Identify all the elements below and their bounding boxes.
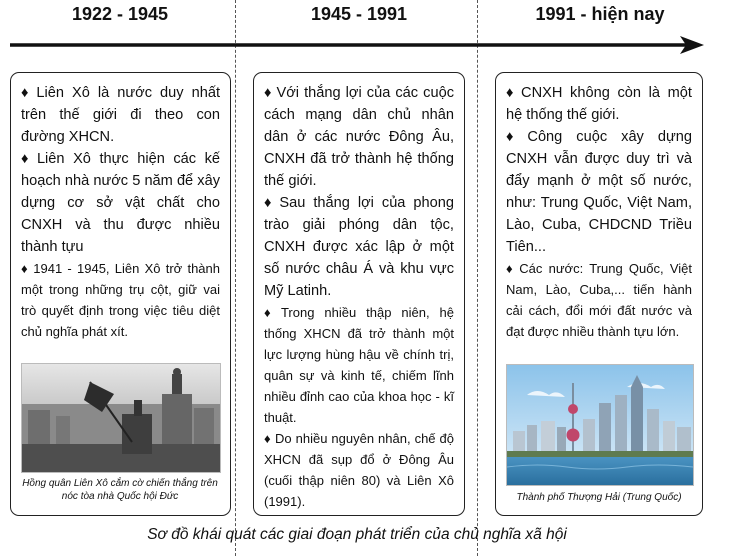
photo-caption: Hồng quân Liên Xô cắm cờ chiến thắng trên nóc tòa nhà Quốc hội Đức xyxy=(22,478,218,502)
list-item: ♦ 1941 - 1945, Liên Xô trở thành một trong những trụ cột, giữ vai trò quyết định trong việc tiêu diệt chủ nghĩa phát xít. xyxy=(21,261,220,339)
period-label-1945-1991: 1945 - 1991 xyxy=(310,4,408,24)
diamond-bullet-icon: ♦ xyxy=(506,129,524,145)
period-box-1945-1991 xyxy=(253,72,465,516)
red-army-flag-photo xyxy=(21,363,221,473)
diamond-bullet-icon: ♦ xyxy=(21,151,33,167)
period-label-1922-1945: 1922 - 1945 xyxy=(71,4,169,24)
period-box-1991-present xyxy=(495,72,703,516)
period-label-1991-present: 1991 - hiện nay xyxy=(535,4,665,24)
period-box-3-text xyxy=(506,82,692,342)
period-box-1922-1945 xyxy=(10,72,231,516)
diamond-bullet-icon: ♦ xyxy=(506,261,516,276)
shanghai-skyline-photo xyxy=(506,364,694,486)
diamond-bullet-icon: ♦ xyxy=(21,261,30,276)
list-item: ♦ Các nước: Trung Quốc, Việt Nam, Lào, Cuba,... tiến hành cải cách, đổi mới đất nước và đạt được nhiều thành tựu lớn. xyxy=(506,261,692,339)
list-item: ♦ Liên Xô là nước duy nhất trên thế giới đi theo con đường XHCN. xyxy=(21,85,220,145)
timeline-arrow xyxy=(0,30,749,60)
period-box-1-text xyxy=(21,82,220,342)
diamond-bullet-icon: ♦ xyxy=(264,305,277,320)
list-item: ♦ Liên Xô thực hiện các kế hoạch nhà nước 5 năm để xây dựng cơ sở vật chất cho CNXH và thu được nhiều thành tựu xyxy=(21,151,220,255)
list-item: ♦ Do nhiều nguyên nhân, chế độ XHCN đã sụp đổ ở Đông Âu (cuối thập niên 80) và Liên Xô (1991). xyxy=(264,431,454,509)
diamond-bullet-icon: ♦ xyxy=(506,85,518,101)
period-divider-2 xyxy=(477,0,478,556)
diamond-bullet-icon: ♦ xyxy=(21,85,33,101)
photo-caption: Thành phố Thượng Hải (Trung Quốc) xyxy=(516,492,682,503)
list-item: ♦ Trong nhiều thập niên, hệ thống XHCN đã trở thành một lực lượng hùng hậu về chính trị, quân sự và kinh tế, chiếm lĩnh nhiều đỉnh cao của khoa học - kĩ thuật. xyxy=(264,305,454,425)
period-divider-1 xyxy=(235,0,236,556)
diamond-bullet-icon: ♦ xyxy=(264,85,273,101)
list-item: ♦ CNXH không còn là một hệ thống thế giới. xyxy=(506,85,692,123)
diamond-bullet-icon: ♦ xyxy=(264,195,276,211)
period-box-2-text xyxy=(264,82,454,512)
list-item: ♦ Công cuộc xây dựng CNXH vẫn được duy trì và đẩy mạnh ở một số nước, như: Trung Quốc, Việt Nam, Lào, Cuba, CHDCND Triều Tiên... xyxy=(506,129,692,255)
list-item: ♦ Với thắng lợi của các cuộc cách mạng dân chủ nhân dân ở các nước Đông Âu, CNXH đã trở thành hệ thống thế giới. xyxy=(264,85,454,189)
diamond-bullet-icon: ♦ xyxy=(264,431,272,446)
list-item: ♦ Sau thắng lợi của phong trào giải phóng dân tộc, CNXH được xác lập ở một số nước châu Á và khu vực Mỹ Latinh. xyxy=(264,195,454,299)
diagram-caption: Sơ đồ khái quát các giai đoạn phát triển của chủ nghĩa xã hội xyxy=(147,526,567,543)
